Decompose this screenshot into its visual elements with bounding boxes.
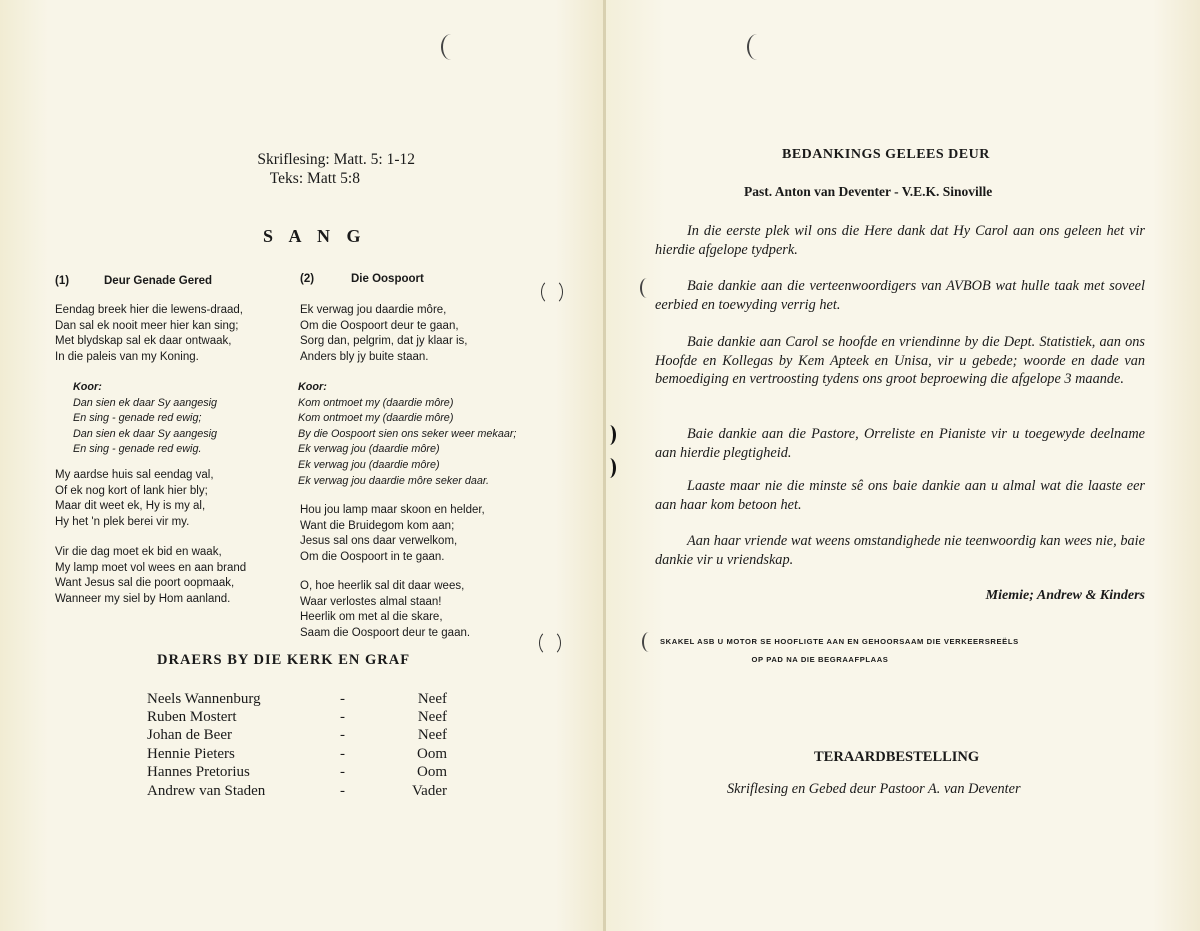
paragraph-text: Baie dankie aan die verteenwoordigers van AVBOB wat hulle taak met soveel eerbied en toewyding verrig het. xyxy=(655,278,1145,313)
punch-hole-mark xyxy=(642,632,656,652)
punch-hole-mark xyxy=(640,278,654,298)
thanks-paragraph xyxy=(655,532,1145,569)
bearer-name: Andrew van Staden xyxy=(147,783,266,799)
hymn1-heading xyxy=(55,275,212,287)
hymn2-verse2 xyxy=(300,503,485,565)
bearers-heading: DRAERS BY DIE KERK EN GRAF xyxy=(157,652,411,668)
paragraph-text: Baie dankie aan Carol se hoofde en vriendinne by die Dept. Statistiek, aan ons Hoofde en Kollegas by Kem Apteek en Unisa, vir u gebede; woorde en dade van bemoediging en vertroosting tydens ons groot beproewing die afgelope 3 maande. xyxy=(655,334,1145,387)
verse-line: Sorg dan, pelgrim, dat jy klaar is, xyxy=(300,335,468,348)
reading-label: Skriflesing: xyxy=(257,151,330,168)
paragraph-text: In die eerste plek wil ons die Here dank dat Hy Carol aan ons geleen het vir hierdie afgelope tydperk. xyxy=(655,223,1145,258)
chorus-label: Koor: xyxy=(298,381,327,393)
notice-line: SKAKEL ASB U MOTOR SE HOOFLIGTE AAN EN GEHOORSAAM DIE VERKEERSREËLS xyxy=(660,637,1019,646)
thanks-paragraph xyxy=(655,425,1145,462)
thanks-signature: Miemie; Andrew & Kinders xyxy=(985,588,1145,603)
bearer-name: Hannes Pretorius xyxy=(147,764,250,780)
reading-ref: Matt. 5: 1-12 xyxy=(333,151,415,168)
hymn1-verse2 xyxy=(55,468,214,530)
hymn2-verse1 xyxy=(300,303,467,365)
scripture-reading xyxy=(215,150,415,188)
verse-line: Om die Oospoort deur te gaan, xyxy=(300,319,459,332)
chorus-line: Ek verwag jou (daardie môre) xyxy=(298,458,440,471)
hymn1-chorus xyxy=(73,380,217,458)
bearer-dash: - xyxy=(340,783,345,799)
bearer-dash: - xyxy=(340,746,345,762)
verse-line: Want Jesus sal die poort oopmaak, xyxy=(55,577,235,590)
hymn2-chorus xyxy=(298,380,516,489)
verse-line: Maar dit weet ek, Hy is my al, xyxy=(55,500,206,513)
thanks-heading: BEDANKINGS GELEES DEUR xyxy=(782,147,990,162)
burial-subtitle: Skriflesing en Gebed deur Pastoor A. van Deventer xyxy=(727,781,1021,797)
hymn1-title: Deur Genade Gered xyxy=(104,275,213,287)
chorus-line: En sing - genade red ewig; xyxy=(73,412,202,425)
verse-line: O, hoe heerlik sal dit daar wees, xyxy=(300,580,465,592)
hymn2-verse3 xyxy=(300,579,470,641)
chorus-line: By die Oospoort sien ons seker weer mekaar; xyxy=(298,427,517,440)
paragraph-text: Aan haar vriende wat weens omstandighede nie teenwoordig kan wees nie, baie dankie vir u vriendskap. xyxy=(655,533,1145,568)
burial-heading: TERAARDBESTELLING xyxy=(814,749,980,765)
bearer-relation: Neef xyxy=(417,691,447,707)
hymn1-verse1 xyxy=(55,303,243,365)
verse-line: Hou jou lamp maar skoon en helder, xyxy=(300,504,485,516)
bearer-relation: Vader xyxy=(412,783,447,799)
chorus-line: Kom ontmoet my (daardie môre) xyxy=(298,396,454,409)
bearer-row xyxy=(147,709,447,727)
chorus-line: Ek verwag jou daardie môre seker daar. xyxy=(298,474,490,487)
verse-line: Met blydskap sal ek daar ontwaak, xyxy=(55,335,232,348)
punch-hole-mark xyxy=(539,630,561,656)
chorus-line: Dan sien ek daar Sy aangesig xyxy=(73,427,218,440)
verse-line: My lamp moet vol wees en aan brand xyxy=(55,561,247,574)
punch-hole-mark xyxy=(441,34,461,60)
chorus-line: En sing - genade red ewig. xyxy=(73,443,202,456)
thanks-paragraph xyxy=(655,477,1145,514)
bearer-name: Johan de Beer xyxy=(147,727,232,743)
bearer-dash: - xyxy=(340,709,345,725)
bearer-relation: Neef xyxy=(417,709,447,725)
thanks-paragraph xyxy=(655,222,1145,259)
bearer-relation: Oom xyxy=(417,764,447,780)
verse-line: Dan sal ek nooit meer hier kan sing; xyxy=(55,319,239,332)
verse-line: Hy het 'n plek berei vir my. xyxy=(55,515,190,528)
verse-line: Ek verwag jou daardie môre, xyxy=(300,304,447,316)
verse-line: Vir die dag moet ek bid en waak, xyxy=(55,546,222,558)
paragraph-text: Laaste maar nie die minste sê ons baie dankie aan u almal wat die laaste eer aan haar kom betoon het. xyxy=(655,478,1145,513)
verse-line: Want die Bruidegom kom aan; xyxy=(300,519,455,532)
thanks-paragraph xyxy=(655,277,1145,314)
thanks-pastor: Past. Anton van Deventer - V.E.K. Sinoville xyxy=(744,184,993,199)
verse-line: Eendag breek hier die lewens-draad, xyxy=(55,304,243,316)
chorus-line: Dan sien ek daar Sy aangesig xyxy=(73,396,218,409)
bearer-dash: - xyxy=(340,691,345,707)
chorus-line: Ek verwag jou (daardie môre) xyxy=(298,443,440,456)
verse-line: Of ek nog kort of lank hier bly; xyxy=(55,484,208,497)
verse-line: In die paleis van my Koning. xyxy=(55,350,199,363)
hymn2-title: Die Oospoort xyxy=(351,273,424,285)
hymn1-number: (1) xyxy=(55,275,70,287)
bearer-row xyxy=(147,691,447,709)
verse-line: Wanneer my siel by Hom aanland. xyxy=(55,592,231,605)
bearer-name: Ruben Mostert xyxy=(147,709,237,725)
bearer-dash: - xyxy=(340,727,345,743)
bearer-name: Neels Wannenburg xyxy=(147,691,261,707)
paragraph-text: Baie dankie aan die Pastore, Orreliste en Pianiste vir u toegewyde deelname aan hierdie plegtigheid. xyxy=(655,426,1145,461)
bearer-row xyxy=(147,783,447,801)
hymn1-verse3 xyxy=(55,545,246,607)
song-heading: S A N G xyxy=(263,226,367,246)
verse-line: Saam die Oospoort deur te gaan. xyxy=(300,626,471,639)
chorus-line: Kom ontmoet my (daardie môre) xyxy=(298,412,454,425)
text-label: Teks: xyxy=(269,170,304,187)
bearer-name: Hennie Pieters xyxy=(147,746,235,762)
verse-line: Anders bly jy buite staan. xyxy=(300,350,429,363)
bearer-relation: Oom xyxy=(417,746,447,762)
staple-mark xyxy=(603,425,616,445)
verse-line: Heerlik om met al die skare, xyxy=(300,611,443,624)
hymn2-heading xyxy=(300,273,424,285)
staple-mark xyxy=(603,458,616,478)
verse-line: My aardse huis sal eendag val, xyxy=(55,469,214,481)
bearer-row xyxy=(147,727,447,745)
thanks-paragraph xyxy=(655,333,1145,389)
chorus-label: Koor: xyxy=(73,381,102,393)
traffic-notice xyxy=(660,633,1019,669)
text-ref: Matt 5:8 xyxy=(307,170,360,187)
bearer-row xyxy=(147,746,447,764)
notice-line: OP PAD NA DIE BEGRAAFPLAAS xyxy=(751,655,889,664)
verse-line: Jesus sal ons daar verwelkom, xyxy=(300,535,458,548)
verse-line: Om die Oospoort in te gaan. xyxy=(300,550,445,563)
punch-hole-mark xyxy=(747,34,767,60)
hymn2-number: (2) xyxy=(300,273,315,285)
bearer-row xyxy=(147,764,447,782)
bearer-relation: Neef xyxy=(417,727,447,743)
bearer-dash: - xyxy=(340,764,345,780)
verse-line: Waar verlostes almal staan! xyxy=(300,595,442,608)
punch-hole-mark xyxy=(541,279,563,305)
